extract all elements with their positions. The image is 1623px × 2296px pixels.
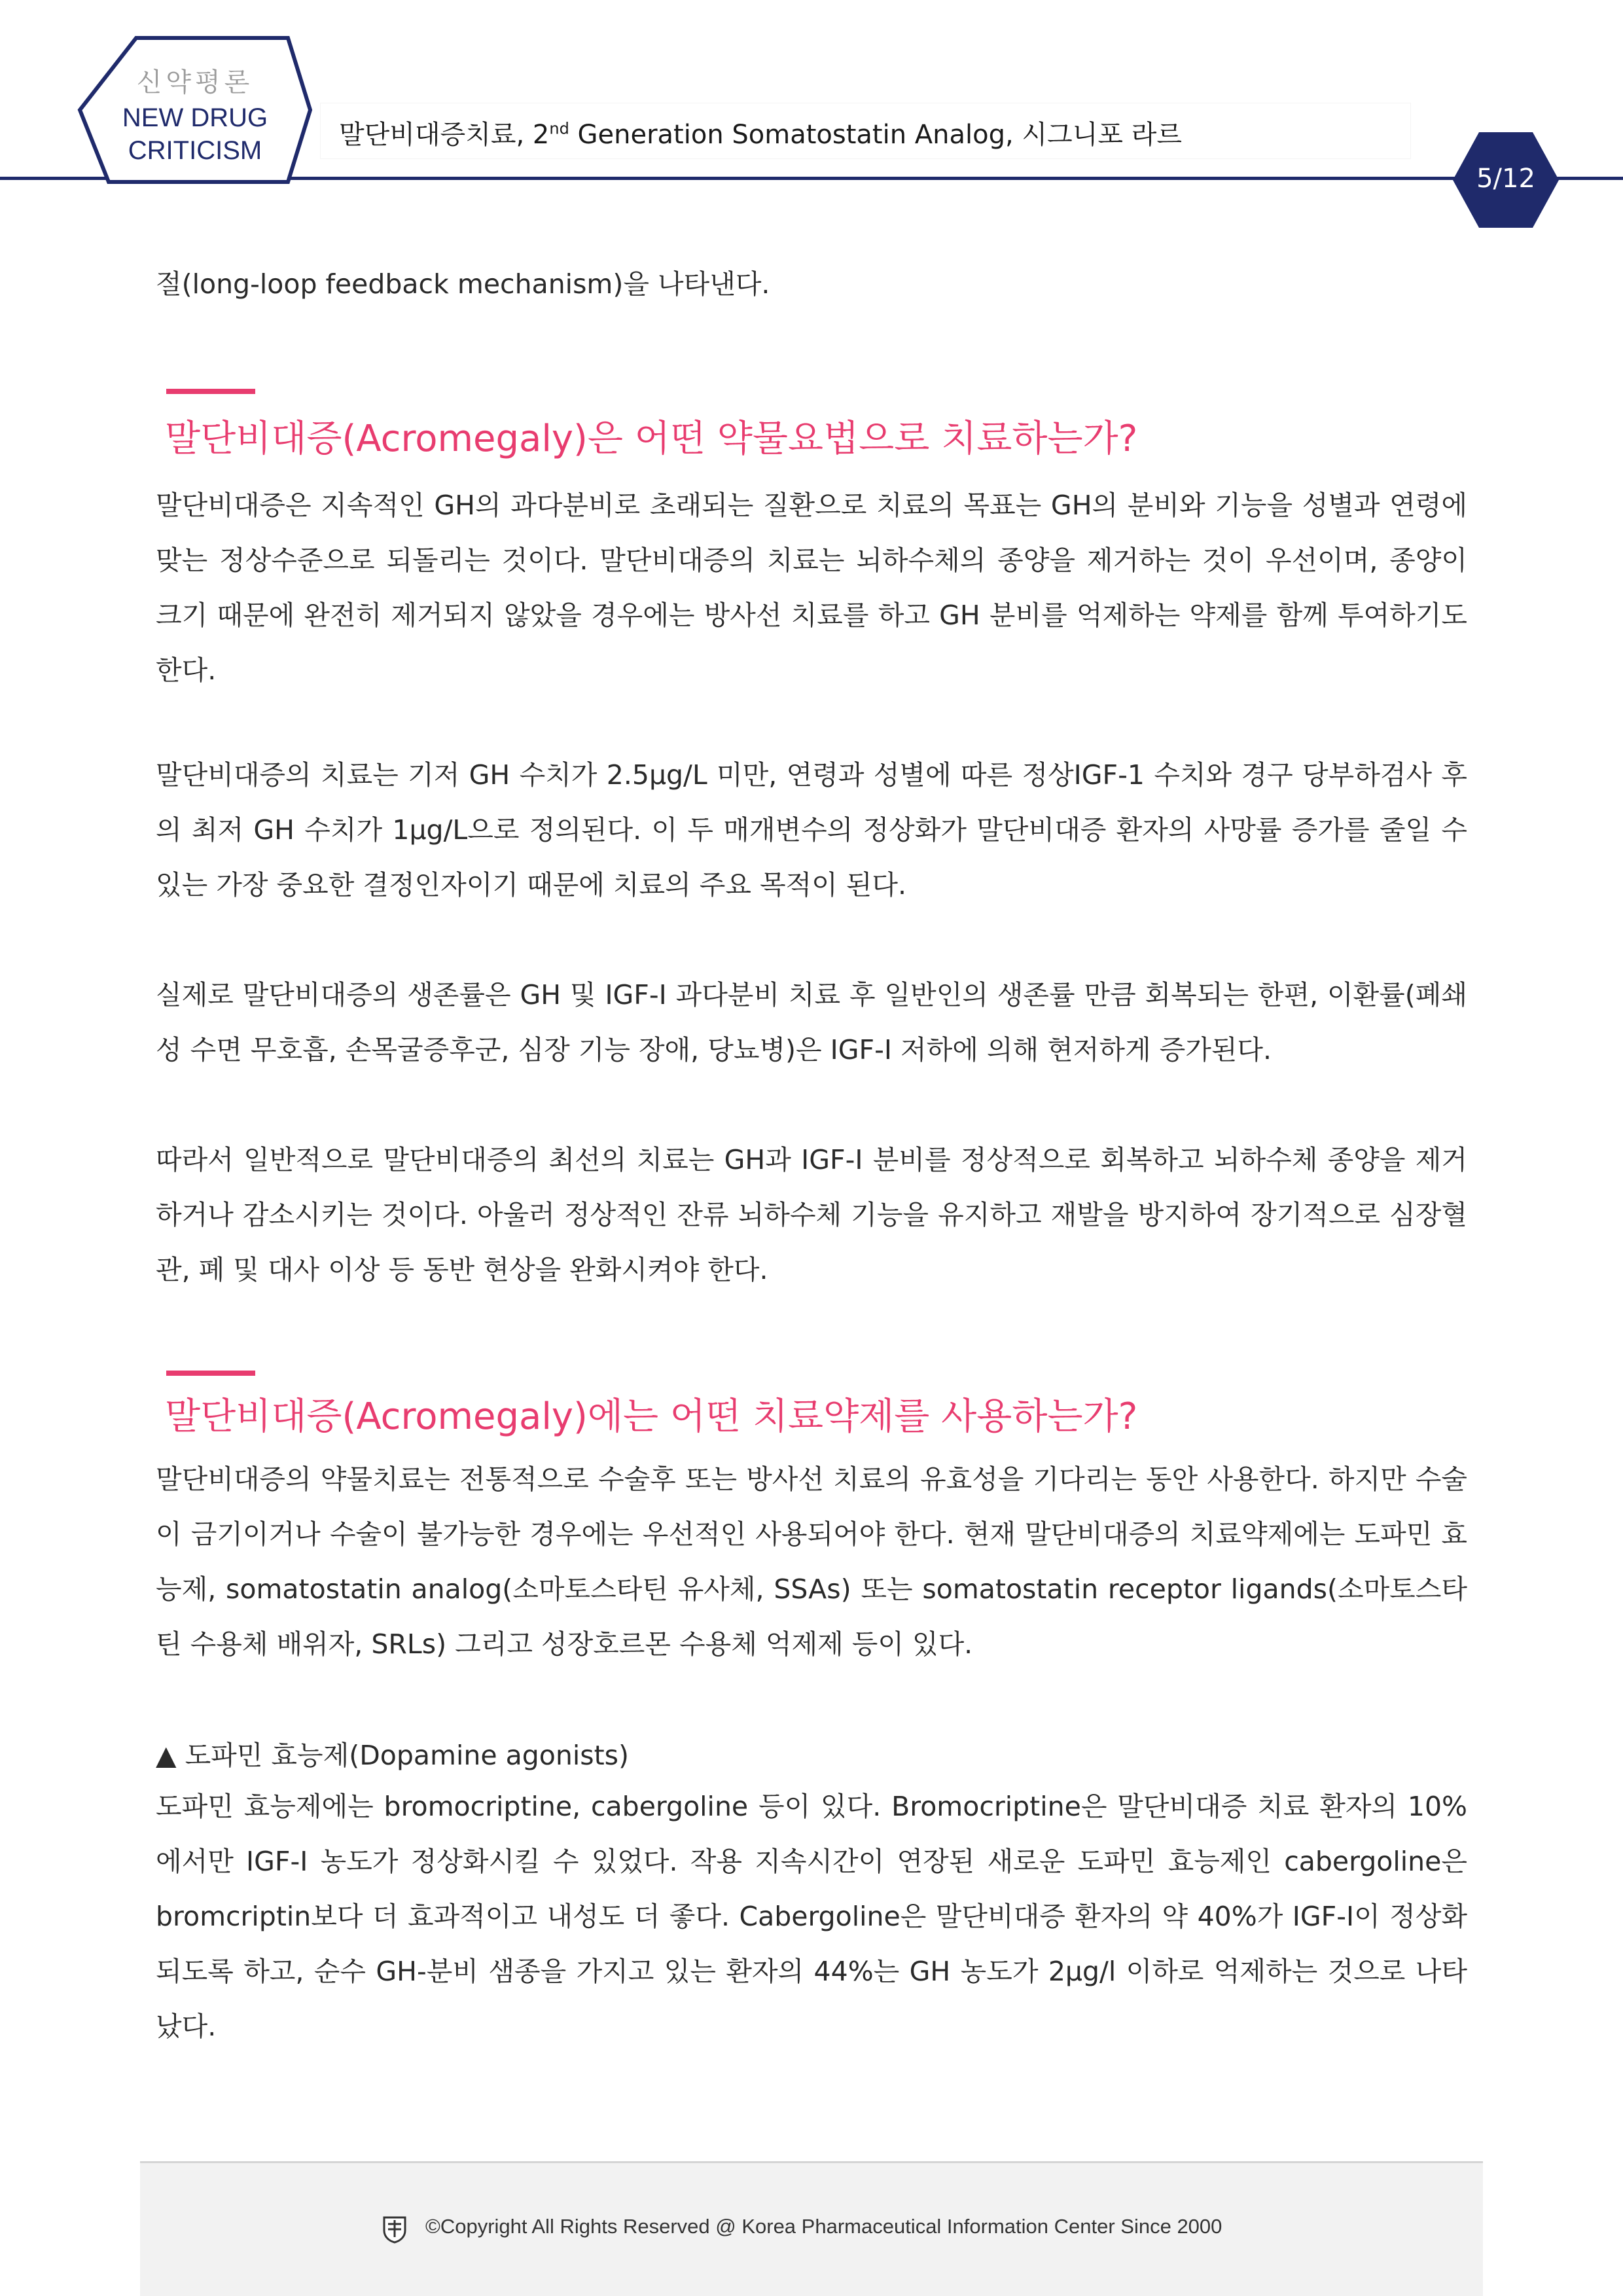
copyright-text: ©Copyright All Rights Reserved @ Korea Pharmaceutical Information Center Since 2000 <box>425 2215 1222 2238</box>
body-paragraph: 도파민 효능제에는 bromocriptine, cabergoline 등이 있다. Bromocriptine은 말단비대증 치료 환자의 10%에서만 IGF-I 농도가 정상화시킬 수 있었다. 작용 지속시간이 연장된 새로운 도파민 효능제인 cabergoline은 bromcriptin보다 더 효과적이고 내성도 더 좋다. Cabergoline은 말단비대증 환자의 약 40%가 IGF-I이 정상화되도록 하고, 순수 GH-분비 샘종을 가지고 있는 환자의 44%는 GH 농도가 2μg/l 이하로 억제하는 것으로 나타났다. <box>156 1791 1467 2042</box>
logo-english-line2: CRITICISM <box>128 136 262 165</box>
document-title-superscript: nd <box>549 119 569 138</box>
intro-text: 절(long-loop feedback mechanism)을 나타낸다. <box>156 268 770 300</box>
logo-korean: 신약평론 <box>136 67 254 98</box>
subsection-heading: ▲ 도파민 효능제(Dopamine agonists) <box>156 1740 630 1771</box>
shield-emblem-icon <box>382 2215 408 2244</box>
document-title <box>339 114 1182 151</box>
body-paragraph: 실제로 말단비대증의 생존률은 GH 및 IGF-I 과다분비 치료 후 일반인의 생존률 만큼 회복되는 한편, 이환률(폐쇄성 수면 무호흡, 손목굴증후군, 심장 기능 장애, 당뇨병)은 IGF-I 저하에 의해 현저하게 증가된다. <box>156 979 1467 1066</box>
section-accent-bar <box>166 1371 255 1376</box>
section-heading: 말단비대증(Acromegaly)은 어떤 약물요법으로 치료하는가? <box>165 418 1138 460</box>
section-accent-bar <box>166 389 255 394</box>
body-paragraph: 따라서 일반적으로 말단비대증의 최선의 치료는 GH과 IGF-I 분비를 정상적으로 회복하고 뇌하수체 종양을 제거하거나 감소시키는 것이다. 아울러 정상적인 잔류 뇌하수체 기능을 유지하고 재발을 방지하여 장기적으로 심장혈관, 폐 및 대사 이상 등 동반 현상을 완화시켜야 한다. <box>156 1144 1467 1285</box>
body-paragraph: 말단비대증은 지속적인 GH의 과다분비로 초래되는 질환으로 치료의 목표는 GH의 분비와 기능을 성별과 연령에 맞는 정상수준으로 되돌리는 것이다. 말단비대증의 치료는 뇌하수체의 종양을 제거하는 것이 우선이며, 종양이 크기 때문에 완전히 제거되지 않았을 경우에는 방사선 치료를 하고 GH 분비를 억제하는 약제를 함께 투여하기도 한다. <box>156 490 1467 686</box>
body-paragraph: 말단비대증의 약물치료는 전통적으로 수술후 또는 방사선 치료의 유효성을 기다리는 동안 사용한다. 하지만 수술이 금기이거나 수술이 불가능한 경우에는 우선적인 사용되어야 한다. 현재 말단비대증의 치료약제에는 도파민 효능제, somatostatin analog(소마토스타틴 유사체, SSAs) 또는 somatostatin receptor ligands(소마토스타틴 수용체 배위자, SRLs) 그리고 성장호르몬 수용체 억제제 등이 있다. <box>156 1463 1467 1660</box>
body-paragraph: 말단비대증의 치료는 기저 GH 수치가 2.5μg/L 미만, 연령과 성별에 따른 정상IGF-1 수치와 경구 당부하검사 후의 최저 GH 수치가 1μg/L으로 정의된다. 이 두 매개변수의 정상화가 말단비대증 환자의 사망률 증가를 줄일 수 있는 가장 중요한 결정인자이기 때문에 치료의 주요 목적이 된다. <box>156 759 1467 901</box>
page-number: 5/12 <box>1476 164 1535 194</box>
document-title-suffix: Generation Somatostatin Analog, 시그니포 라르 <box>569 120 1182 150</box>
section-heading: 말단비대증(Acromegaly)에는 어떤 치료약제를 사용하는가? <box>165 1395 1138 1438</box>
document-title-prefix: 말단비대증치료, 2 <box>339 120 550 150</box>
logo-english-line1: NEW DRUG <box>122 103 268 132</box>
